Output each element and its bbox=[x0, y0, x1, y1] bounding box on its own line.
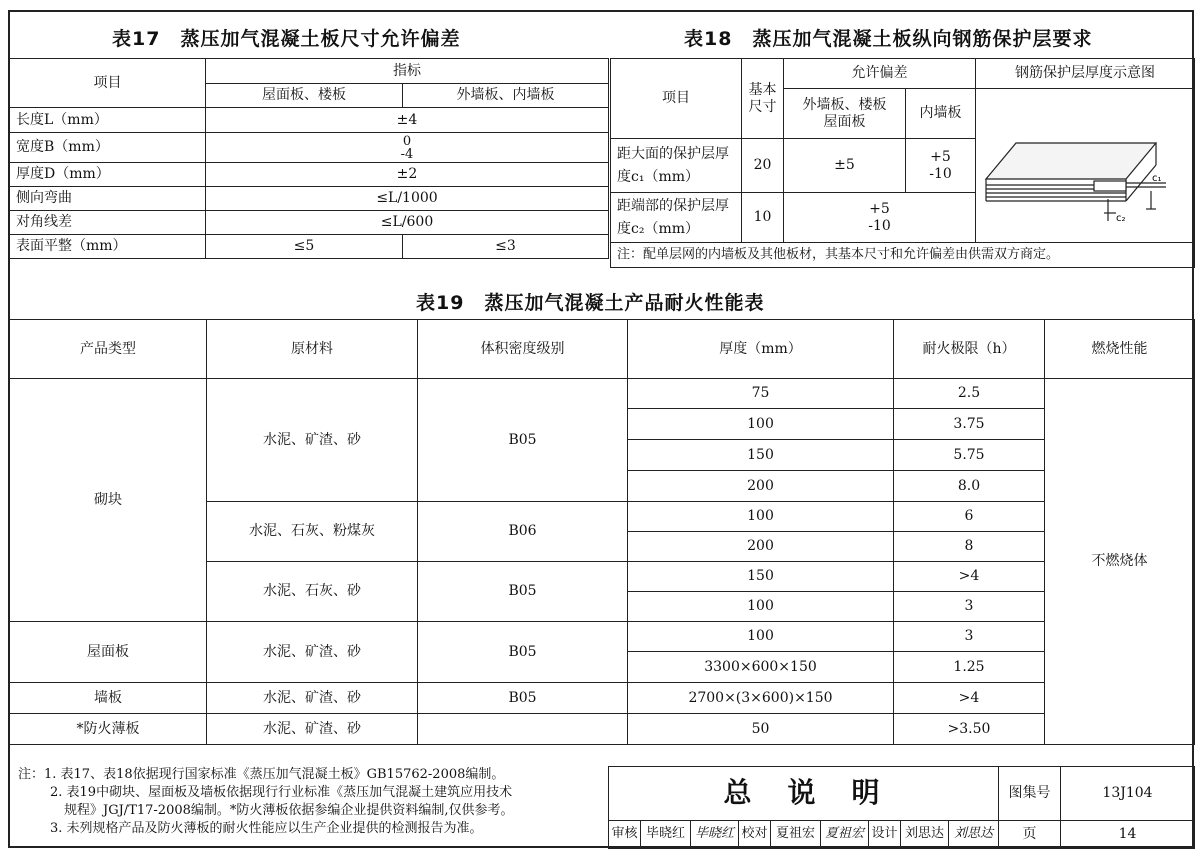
t19-thickness: 100 bbox=[628, 409, 894, 440]
table19 bbox=[9, 319, 1195, 745]
rebar-cover-diagram bbox=[976, 101, 1195, 231]
t19-material: 水泥、矿渣、砂 bbox=[207, 379, 418, 502]
t19-header: 原材料 bbox=[207, 320, 418, 379]
t19-fire-limit: 1.25 bbox=[894, 652, 1045, 683]
t17-row-value: ≤L/600 bbox=[206, 211, 609, 235]
t19-thickness: 100 bbox=[628, 622, 894, 652]
t19-fire-limit: >3.50 bbox=[894, 714, 1045, 745]
t18-note: 注：配单层网的内墙板及其他板材，其基本尺寸和允许偏差由供需双方商定。 bbox=[611, 243, 1195, 268]
designer-name: 刘思达 bbox=[901, 821, 949, 849]
t19-type: 墙板 bbox=[10, 683, 207, 714]
t18-row-item: 距大面的保护层厚度c₁（mm） bbox=[611, 139, 742, 193]
t19-thickness: 150 bbox=[628, 562, 894, 592]
t18-dev-upper: +5 bbox=[869, 201, 890, 218]
t19-thickness: 200 bbox=[628, 532, 894, 562]
t19-density: B05 bbox=[418, 379, 628, 502]
t19-thickness: 50 bbox=[628, 714, 894, 745]
t17-row-item: 长度L（mm） bbox=[10, 108, 206, 133]
note-line: 规程》JGJ/T17-2008编制。*防火薄板依据参编企业提供资料编制,仅供参考。 bbox=[64, 803, 514, 818]
t19-fire-limit: >4 bbox=[894, 562, 1045, 592]
checker-name: 夏祖宏 bbox=[771, 821, 821, 849]
t18-header-col1: 外墙板、楼板屋面板 bbox=[784, 89, 906, 139]
t19-thickness: 200 bbox=[628, 471, 894, 502]
t18-diagram-cell bbox=[976, 89, 1195, 243]
check-label: 校对 bbox=[739, 821, 771, 849]
t19-fire-limit: 8 bbox=[894, 532, 1045, 562]
t17-row-value bbox=[206, 133, 609, 163]
t17-row-item: 表面平整（mm） bbox=[10, 235, 206, 259]
t19-density: B05 bbox=[418, 622, 628, 683]
t19-material: 水泥、矿渣、砂 bbox=[207, 622, 418, 683]
t17-row-value-left: ≤5 bbox=[206, 235, 403, 259]
t17-width-upper: 0 bbox=[402, 133, 412, 149]
t19-fire-limit: 3 bbox=[894, 592, 1045, 622]
t17-header-col2: 外墙板、内墙板 bbox=[403, 84, 609, 108]
reviewer-signature: 毕晓红 bbox=[691, 821, 739, 849]
notes bbox=[18, 766, 514, 838]
designer-signature: 刘思达 bbox=[949, 821, 999, 849]
t18-row-dev bbox=[784, 193, 976, 243]
t19-type: 砌块 bbox=[10, 379, 207, 622]
t17-row-item: 厚度D（mm） bbox=[10, 163, 206, 187]
t19-type: *防火薄板 bbox=[10, 714, 207, 745]
drawing-title: 总 说 明 bbox=[609, 767, 999, 821]
t19-fire-limit: 8.0 bbox=[894, 471, 1045, 502]
c1-label: c₁ bbox=[1152, 172, 1162, 184]
t18-row-dev1: ±5 bbox=[784, 139, 906, 193]
t17-header-indicator: 指标 bbox=[206, 59, 609, 84]
t19-fire-limit: 3 bbox=[894, 622, 1045, 652]
t18-dev2-upper: +5 bbox=[930, 149, 951, 166]
t19-density: B06 bbox=[418, 502, 628, 562]
t18-header-allowed: 允许偏差 bbox=[784, 59, 976, 89]
t19-header: 体积密度级别 bbox=[418, 320, 628, 379]
t19-combustion: 不燃烧体 bbox=[1045, 379, 1195, 745]
t17-row-value-right: ≤3 bbox=[403, 235, 609, 259]
t19-thickness: 75 bbox=[628, 379, 894, 409]
table18-title: 表18 蒸压加气混凝土板纵向钢筋保护层要求 bbox=[684, 28, 1093, 50]
atlas-number: 13J104 bbox=[1061, 767, 1195, 821]
t17-row-value: ±2 bbox=[206, 163, 609, 187]
note-line: 注：1. 表17、表18依据现行国家标准《蒸压加气混凝土板》GB15762-2008编制。 bbox=[18, 767, 505, 782]
t18-row-dev2 bbox=[906, 139, 976, 193]
t17-header-col1: 屋面板、楼板 bbox=[206, 84, 403, 108]
t19-material: 水泥、石灰、粉煤灰 bbox=[207, 502, 418, 562]
t19-material: 水泥、石灰、砂 bbox=[207, 562, 418, 622]
atlas-label: 图集号 bbox=[999, 767, 1061, 821]
t19-fire-limit: 2.5 bbox=[894, 379, 1045, 409]
t18-header-diagram: 钢筋保护层厚度示意图 bbox=[976, 59, 1195, 89]
t18-dev-lower: -10 bbox=[868, 217, 891, 234]
design-label: 设计 bbox=[869, 821, 901, 849]
t19-thickness: 2700×(3×600)×150 bbox=[628, 683, 894, 714]
reviewer-name: 毕晓红 bbox=[641, 821, 691, 849]
t18-header-item: 项目 bbox=[611, 59, 742, 139]
t17-header-item: 项目 bbox=[10, 59, 206, 108]
t17-row-item: 对角线差 bbox=[10, 211, 206, 235]
t17-row-value: ±4 bbox=[206, 108, 609, 133]
t18-row-basic: 20 bbox=[742, 139, 784, 193]
t18-header-basic: 基本尺寸 bbox=[742, 59, 784, 139]
t19-material: 水泥、矿渣、砂 bbox=[207, 714, 418, 745]
table17 bbox=[9, 58, 609, 259]
note-line: 3. 未列规格产品及防火薄板的耐火性能应以生产企业提供的检测报告为准。 bbox=[50, 821, 483, 836]
t19-material: 水泥、矿渣、砂 bbox=[207, 683, 418, 714]
table17-title: 表17 蒸压加气混凝土板尺寸允许偏差 bbox=[112, 28, 461, 50]
t19-type: 屋面板 bbox=[10, 622, 207, 683]
t19-density bbox=[418, 714, 628, 745]
t18-row-item: 距端部的保护层厚度c₂（mm） bbox=[611, 193, 742, 243]
t17-row-item: 宽度B（mm） bbox=[10, 133, 206, 163]
t19-header: 厚度（mm） bbox=[628, 320, 894, 379]
t19-header: 耐火极限（h） bbox=[894, 320, 1045, 379]
t18-row-basic: 10 bbox=[742, 193, 784, 243]
review-label: 审核 bbox=[609, 821, 641, 849]
t17-row-item: 侧向弯曲 bbox=[10, 187, 206, 211]
t18-dev2-lower: -10 bbox=[929, 165, 952, 182]
t19-fire-limit: >4 bbox=[894, 683, 1045, 714]
t19-fire-limit: 5.75 bbox=[894, 440, 1045, 471]
page-label: 页 bbox=[999, 821, 1061, 849]
t19-density: B05 bbox=[418, 683, 628, 714]
t19-thickness: 100 bbox=[628, 502, 894, 532]
t19-header: 产品类型 bbox=[10, 320, 207, 379]
t19-thickness: 3300×600×150 bbox=[628, 652, 894, 683]
page-number: 14 bbox=[1061, 821, 1195, 849]
t19-fire-limit: 3.75 bbox=[894, 409, 1045, 440]
t17-width-lower: -4 bbox=[400, 146, 414, 162]
t19-fire-limit: 6 bbox=[894, 502, 1045, 532]
t19-density: B05 bbox=[418, 562, 628, 622]
t18-header-col2: 内墙板 bbox=[906, 89, 976, 139]
t17-row-value: ≤L/1000 bbox=[206, 187, 609, 211]
c2-label: c₂ bbox=[1116, 212, 1126, 224]
t19-thickness: 100 bbox=[628, 592, 894, 622]
table19-title: 表19 蒸压加气混凝土产品耐火性能表 bbox=[416, 292, 765, 314]
title-block bbox=[608, 766, 1195, 849]
t19-thickness: 150 bbox=[628, 440, 894, 471]
t19-header: 燃烧性能 bbox=[1045, 320, 1195, 379]
note-line: 2. 表19中砌块、屋面板及墙板依据现行行业标准《蒸压加气混凝土建筑应用技术 bbox=[50, 785, 513, 800]
checker-signature: 夏祖宏 bbox=[821, 821, 869, 849]
table18 bbox=[610, 58, 1195, 268]
